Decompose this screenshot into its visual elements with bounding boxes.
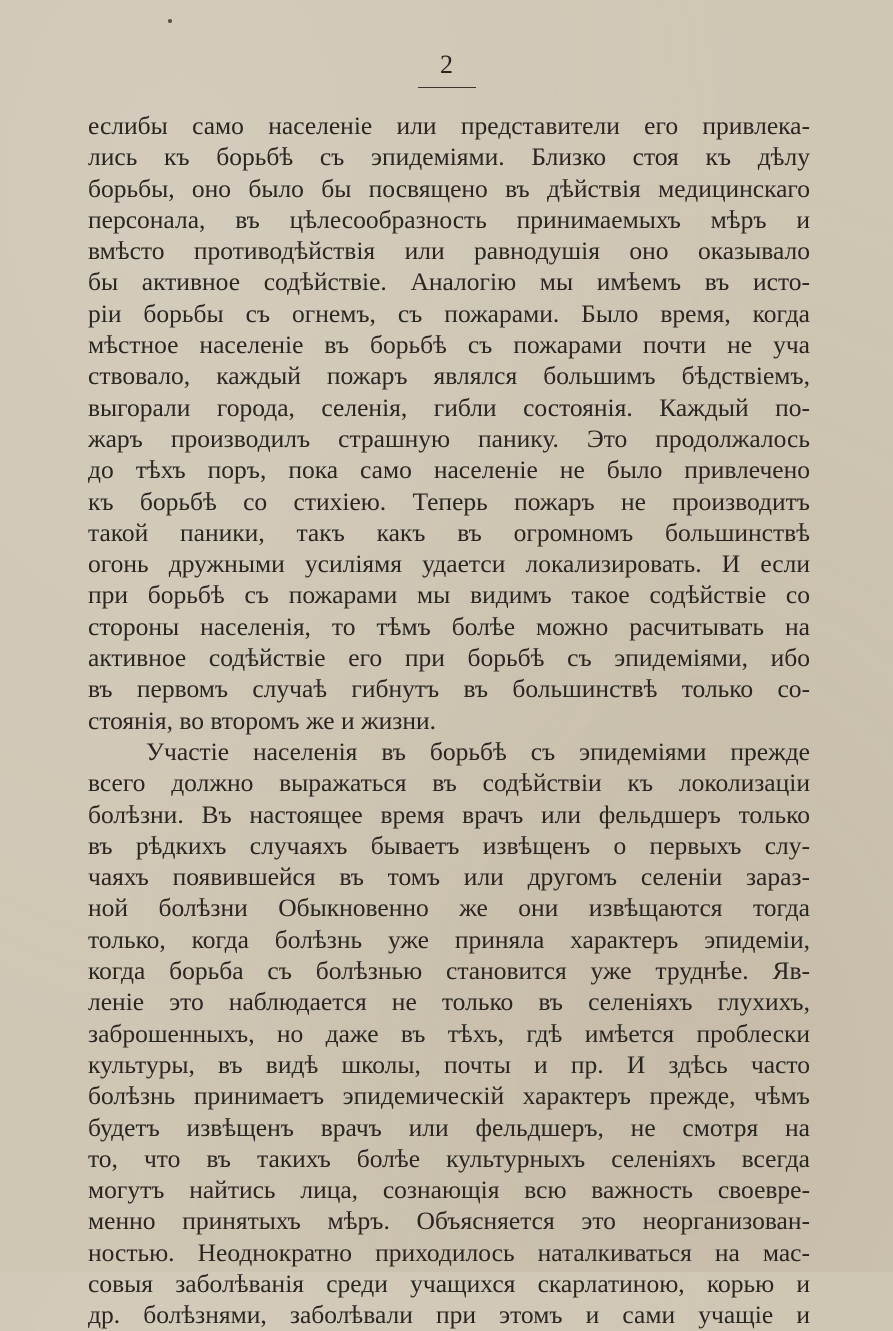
text-line: то, что въ такихъ болѣе культурныхъ селеніяхъ всегда (88, 1143, 810, 1173)
text-line: ностью. Неоднократно приходилось наталкиваться на мас- (88, 1237, 810, 1267)
text-line: вмѣсто противодѣйствія или равнодушія оно оказывало (88, 236, 810, 266)
text-line: еслибы само населеніе или представители его привлека- (88, 111, 810, 140)
text-line: стороны населенія, то тѣмъ болѣе можно расчитывать на (88, 611, 810, 641)
paragraph-start-line: Участіе населенія въ борьбѣ съ эпидеміями прежде (146, 736, 810, 766)
text-line: борьбы, оно было бы посвящено въ дѣйствія медицинскаго (88, 173, 810, 203)
text-line: др. болѣзнями, заболѣвали при этомъ и сами учащіе и (88, 1300, 810, 1330)
text-line: до тѣхъ поръ, пока само населеніе не было привлечено (88, 455, 810, 485)
body-text (88, 110, 810, 1331)
text-line: огонь дружными усиліямя удаетси локализировать. И если (88, 549, 810, 579)
text-line: болѣзнь принимаетъ эпидемическій характеръ прежде, чѣмъ (88, 1081, 810, 1111)
text-line: ной болѣзни Обыкновенно же они извѣщаются тогда (88, 893, 810, 923)
text-line: ствовало, каждый пожаръ являлся большимъ бѣдствіемъ, (88, 361, 810, 391)
text-line: мѣстное населеніе въ борьбѣ съ пожарами почти не уча (88, 330, 810, 360)
text-line: только, когда болѣзнь уже приняла характеръ эпидеміи, (88, 924, 810, 954)
text-line: чаяхъ появившейся въ томъ или другомъ селеніи зараз- (88, 862, 810, 892)
text-line: леніе это наблюдается не только въ селеніяхъ глухихъ, (88, 987, 810, 1017)
text-line: активное содѣйствіе его при борьбѣ съ эпидеміями, ибо (88, 643, 810, 673)
text-line: бы активное содѣйствіе. Аналогію мы имѣемъ въ исто- (88, 267, 810, 297)
text-line: болѣзни. Въ настоящее время врачъ или фельдшеръ только (88, 799, 810, 829)
text-line: культуры, въ видѣ школы, почты и пр. И здѣсь часто (88, 1049, 810, 1079)
text-line: ріи борьбы съ огнемъ, съ пожарами. Было время, когда (88, 298, 810, 328)
page-number-rule (418, 87, 476, 88)
text-line: всего должно выражаться въ содѣйствіи къ локолизаціи (88, 768, 810, 798)
text-line: лись къ борьбѣ съ эпидеміями. Близко стоя къ дѣлу (88, 142, 810, 172)
text-line: совыя заболѣванія среди учащихся скарлатиною, корью и (88, 1268, 810, 1298)
text-line: выгорали города, селенія, гибли состоянія. Каждый по- (88, 392, 810, 422)
page-number: 2 (440, 50, 453, 79)
text-line: когда борьба съ болѣзнью становится уже труднѣе. Яв- (88, 956, 810, 986)
paragraph-end-line: стоянія, во второмъ же и жизни. (88, 705, 436, 735)
text-line: персонала, въ цѣлесообразность принимаемыхъ мѣръ и (88, 204, 810, 234)
text-line: заброшенныхъ, но даже въ тѣхъ, гдѣ имѣется проблески (88, 1018, 810, 1048)
text-line: могутъ найтись лица, сознающія всю важность своевре- (88, 1175, 810, 1205)
text-line: въ рѣдкихъ случаяхъ бываетъ извѣщенъ о первыхъ слу- (88, 830, 810, 860)
text-line: жаръ производилъ страшную панику. Это продолжалось (88, 423, 810, 453)
text-line: менно принятыхъ мѣръ. Объясняется это неорганизован- (88, 1206, 810, 1236)
text-line: къ борьбѣ со стихіею. Теперь пожаръ не производитъ (88, 486, 810, 516)
ink-speck (168, 19, 172, 23)
text-line: при борьбѣ съ пожарами мы видимъ такое содѣйствіе со (88, 580, 810, 610)
text-line: въ первомъ случаѣ гибнутъ въ большинствѣ только со- (88, 674, 810, 704)
text-line: будетъ извѣщенъ врачъ или фельдшеръ, не смотря на (88, 1112, 810, 1142)
text-line: такой паники, такъ какъ въ огромномъ большинствѣ (88, 517, 810, 547)
